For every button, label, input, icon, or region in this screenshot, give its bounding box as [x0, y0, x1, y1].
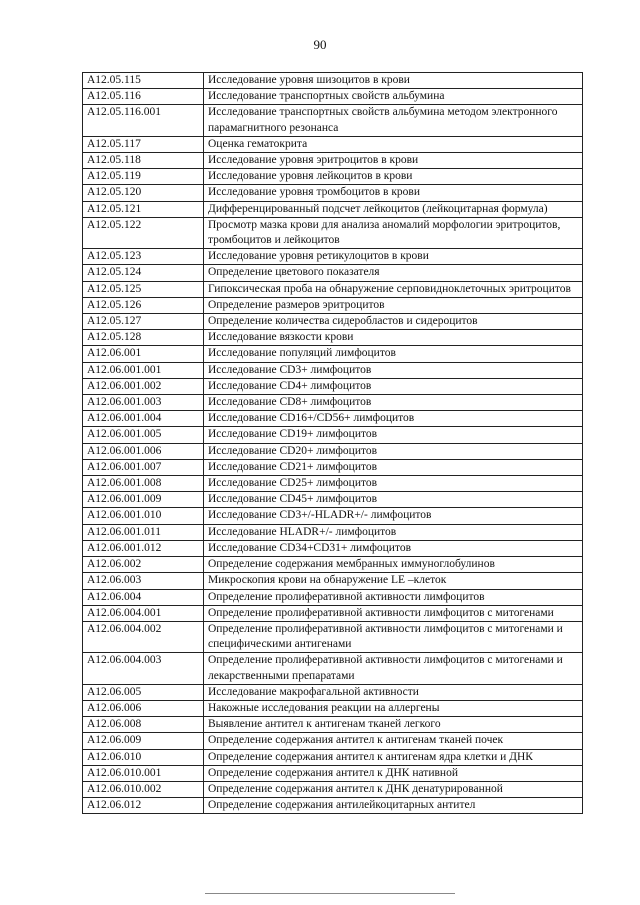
service-code: A12.06.002: [83, 557, 204, 573]
table-row: [83, 557, 583, 573]
service-name: Исследование транспортных свойств альбумина: [204, 89, 583, 105]
service-code: A12.06.001.006: [83, 443, 204, 459]
service-code: A12.06.001: [83, 346, 204, 362]
table-row: [83, 105, 583, 136]
service-name: Исследование CD3+/-HLADR+/- лимфоцитов: [204, 508, 583, 524]
service-code: A12.06.001.004: [83, 411, 204, 427]
service-name: Исследование CD19+ лимфоцитов: [204, 427, 583, 443]
table-row: [83, 314, 583, 330]
service-code: A12.05.127: [83, 314, 204, 330]
service-code: A12.06.008: [83, 717, 204, 733]
service-code: A12.06.001.002: [83, 378, 204, 394]
table-row: [83, 733, 583, 749]
table-row: [83, 395, 583, 411]
service-name: Выявление антител к антигенам тканей легкого: [204, 717, 583, 733]
service-code: A12.05.119: [83, 169, 204, 185]
service-code: A12.06.009: [83, 733, 204, 749]
service-code: A12.06.001.010: [83, 508, 204, 524]
service-code: A12.06.004: [83, 589, 204, 605]
service-name: Определение содержания мембранных иммуноглобулинов: [204, 557, 583, 573]
table-row: [83, 798, 583, 814]
table-row: [83, 749, 583, 765]
service-name: Дифференцированный подсчет лейкоцитов (лейкоцитарная формула): [204, 201, 583, 217]
service-name: Исследование CD21+ лимфоцитов: [204, 459, 583, 475]
service-code: A12.06.001.001: [83, 362, 204, 378]
table-row: [83, 459, 583, 475]
service-code: A12.05.116: [83, 89, 204, 105]
services-table-body: [83, 73, 583, 814]
service-name: Исследование уровня шизоцитов в крови: [204, 73, 583, 89]
table-row: [83, 476, 583, 492]
service-name: Исследование макрофагальной активности: [204, 684, 583, 700]
service-name: Исследование уровня ретикулоцитов в крови: [204, 249, 583, 265]
table-row: [83, 217, 583, 248]
service-name: Исследование популяций лимфоцитов: [204, 346, 583, 362]
service-name: Исследование CD16+/CD56+ лимфоцитов: [204, 411, 583, 427]
service-code: A12.06.001.011: [83, 524, 204, 540]
table-row: [83, 443, 583, 459]
service-code: A12.06.003: [83, 573, 204, 589]
service-code: A12.05.121: [83, 201, 204, 217]
table-row: [83, 524, 583, 540]
service-name: Оценка гематокрита: [204, 136, 583, 152]
table-row: [83, 249, 583, 265]
table-row: [83, 605, 583, 621]
table-row: [83, 185, 583, 201]
service-code: A12.06.010.002: [83, 781, 204, 797]
service-code: A12.06.001.007: [83, 459, 204, 475]
service-code: A12.06.001.003: [83, 395, 204, 411]
service-name: Исследование транспортных свойств альбумина методом электронного парамагнитного резонанса: [204, 105, 583, 136]
service-code: A12.05.124: [83, 265, 204, 281]
service-name: Определение содержания антител к антигенам тканей почек: [204, 733, 583, 749]
table-row: [83, 201, 583, 217]
service-name: Исследование вязкости крови: [204, 330, 583, 346]
table-row: [83, 89, 583, 105]
service-code: A12.05.125: [83, 281, 204, 297]
service-name: Определение количества сидеробластов и сидероцитов: [204, 314, 583, 330]
service-name: Определение пролиферативной активности лимфоцитов с митогенами и лекарственными препаратами: [204, 653, 583, 684]
service-name: Исследование уровня эритроцитов в крови: [204, 153, 583, 169]
service-code: A12.05.120: [83, 185, 204, 201]
service-name: Определение содержания антител к антигенам ядра клетки и ДНК: [204, 749, 583, 765]
table-row: [83, 153, 583, 169]
service-code: A12.05.122: [83, 217, 204, 248]
table-row: [83, 346, 583, 362]
table-row: [83, 573, 583, 589]
service-name: Исследование CD34+CD31+ лимфоцитов: [204, 540, 583, 556]
table-row: [83, 765, 583, 781]
service-code: A12.06.012: [83, 798, 204, 814]
service-name: Исследование уровня лейкоцитов в крови: [204, 169, 583, 185]
service-code: A12.06.004.001: [83, 605, 204, 621]
service-name: Исследование CD20+ лимфоцитов: [204, 443, 583, 459]
table-row: [83, 427, 583, 443]
table-row: [83, 717, 583, 733]
table-row: [83, 411, 583, 427]
table-row: [83, 684, 583, 700]
service-code: A12.06.010.001: [83, 765, 204, 781]
service-code: A12.05.123: [83, 249, 204, 265]
service-name: Определение пролиферативной активности лимфоцитов с митогенами: [204, 605, 583, 621]
service-name: Исследование CD25+ лимфоцитов: [204, 476, 583, 492]
service-code: A12.05.128: [83, 330, 204, 346]
service-name: Исследование HLADR+/- лимфоцитов: [204, 524, 583, 540]
service-name: Определение размеров эритроцитов: [204, 297, 583, 313]
service-name: Определение содержания антилейкоцитарных антител: [204, 798, 583, 814]
service-code: A12.05.117: [83, 136, 204, 152]
table-row: [83, 589, 583, 605]
service-name: Исследование CD8+ лимфоцитов: [204, 395, 583, 411]
service-code: A12.06.001.008: [83, 476, 204, 492]
service-name: Гипоксическая проба на обнаружение серповидноклеточных эритроцитов: [204, 281, 583, 297]
service-name: Микроскопия крови на обнаружение LE –клеток: [204, 573, 583, 589]
table-row: [83, 378, 583, 394]
table-row: [83, 700, 583, 716]
table-row: [83, 653, 583, 684]
table-row: [83, 136, 583, 152]
service-name: Определение цветового показателя: [204, 265, 583, 281]
table-row: [83, 330, 583, 346]
service-code: A12.06.001.012: [83, 540, 204, 556]
service-name: Накожные исследования реакции на аллергены: [204, 700, 583, 716]
table-row: [83, 169, 583, 185]
service-code: A12.05.118: [83, 153, 204, 169]
service-code: A12.06.010: [83, 749, 204, 765]
table-row: [83, 508, 583, 524]
service-code: A12.06.005: [83, 684, 204, 700]
services-table: [82, 72, 583, 814]
service-code: A12.06.001.009: [83, 492, 204, 508]
table-row: [83, 781, 583, 797]
table-row: [83, 362, 583, 378]
page-number: 90: [313, 37, 327, 52]
service-name: Исследование CD45+ лимфоцитов: [204, 492, 583, 508]
service-name: Определение содержания антител к ДНК денатурированной: [204, 781, 583, 797]
service-code: A12.05.126: [83, 297, 204, 313]
service-code: A12.06.006: [83, 700, 204, 716]
table-row: [83, 297, 583, 313]
service-name: Определение содержания антител к ДНК нативной: [204, 765, 583, 781]
table-row: [83, 265, 583, 281]
table-row: [83, 281, 583, 297]
service-name: Исследование CD3+ лимфоцитов: [204, 362, 583, 378]
service-code: A12.06.004.003: [83, 653, 204, 684]
service-name: Определение пролиферативной активности лимфоцитов: [204, 589, 583, 605]
service-code: A12.05.115: [83, 73, 204, 89]
table-row: [83, 540, 583, 556]
service-code: A12.05.116.001: [83, 105, 204, 136]
service-name: Просмотр мазка крови для анализа аномалий морфологии эритроцитов, тромбоцитов и лейкоцитов: [204, 217, 583, 248]
service-name: Определение пролиферативной активности лимфоцитов с митогенами и специфическими антигенами: [204, 621, 583, 652]
service-name: Исследование уровня тромбоцитов в крови: [204, 185, 583, 201]
table-row: [83, 73, 583, 89]
service-code: A12.06.001.005: [83, 427, 204, 443]
service-name: Исследование CD4+ лимфоцитов: [204, 378, 583, 394]
footer-divider: [205, 893, 455, 894]
table-row: [83, 621, 583, 652]
service-code: A12.06.004.002: [83, 621, 204, 652]
table-row: [83, 492, 583, 508]
